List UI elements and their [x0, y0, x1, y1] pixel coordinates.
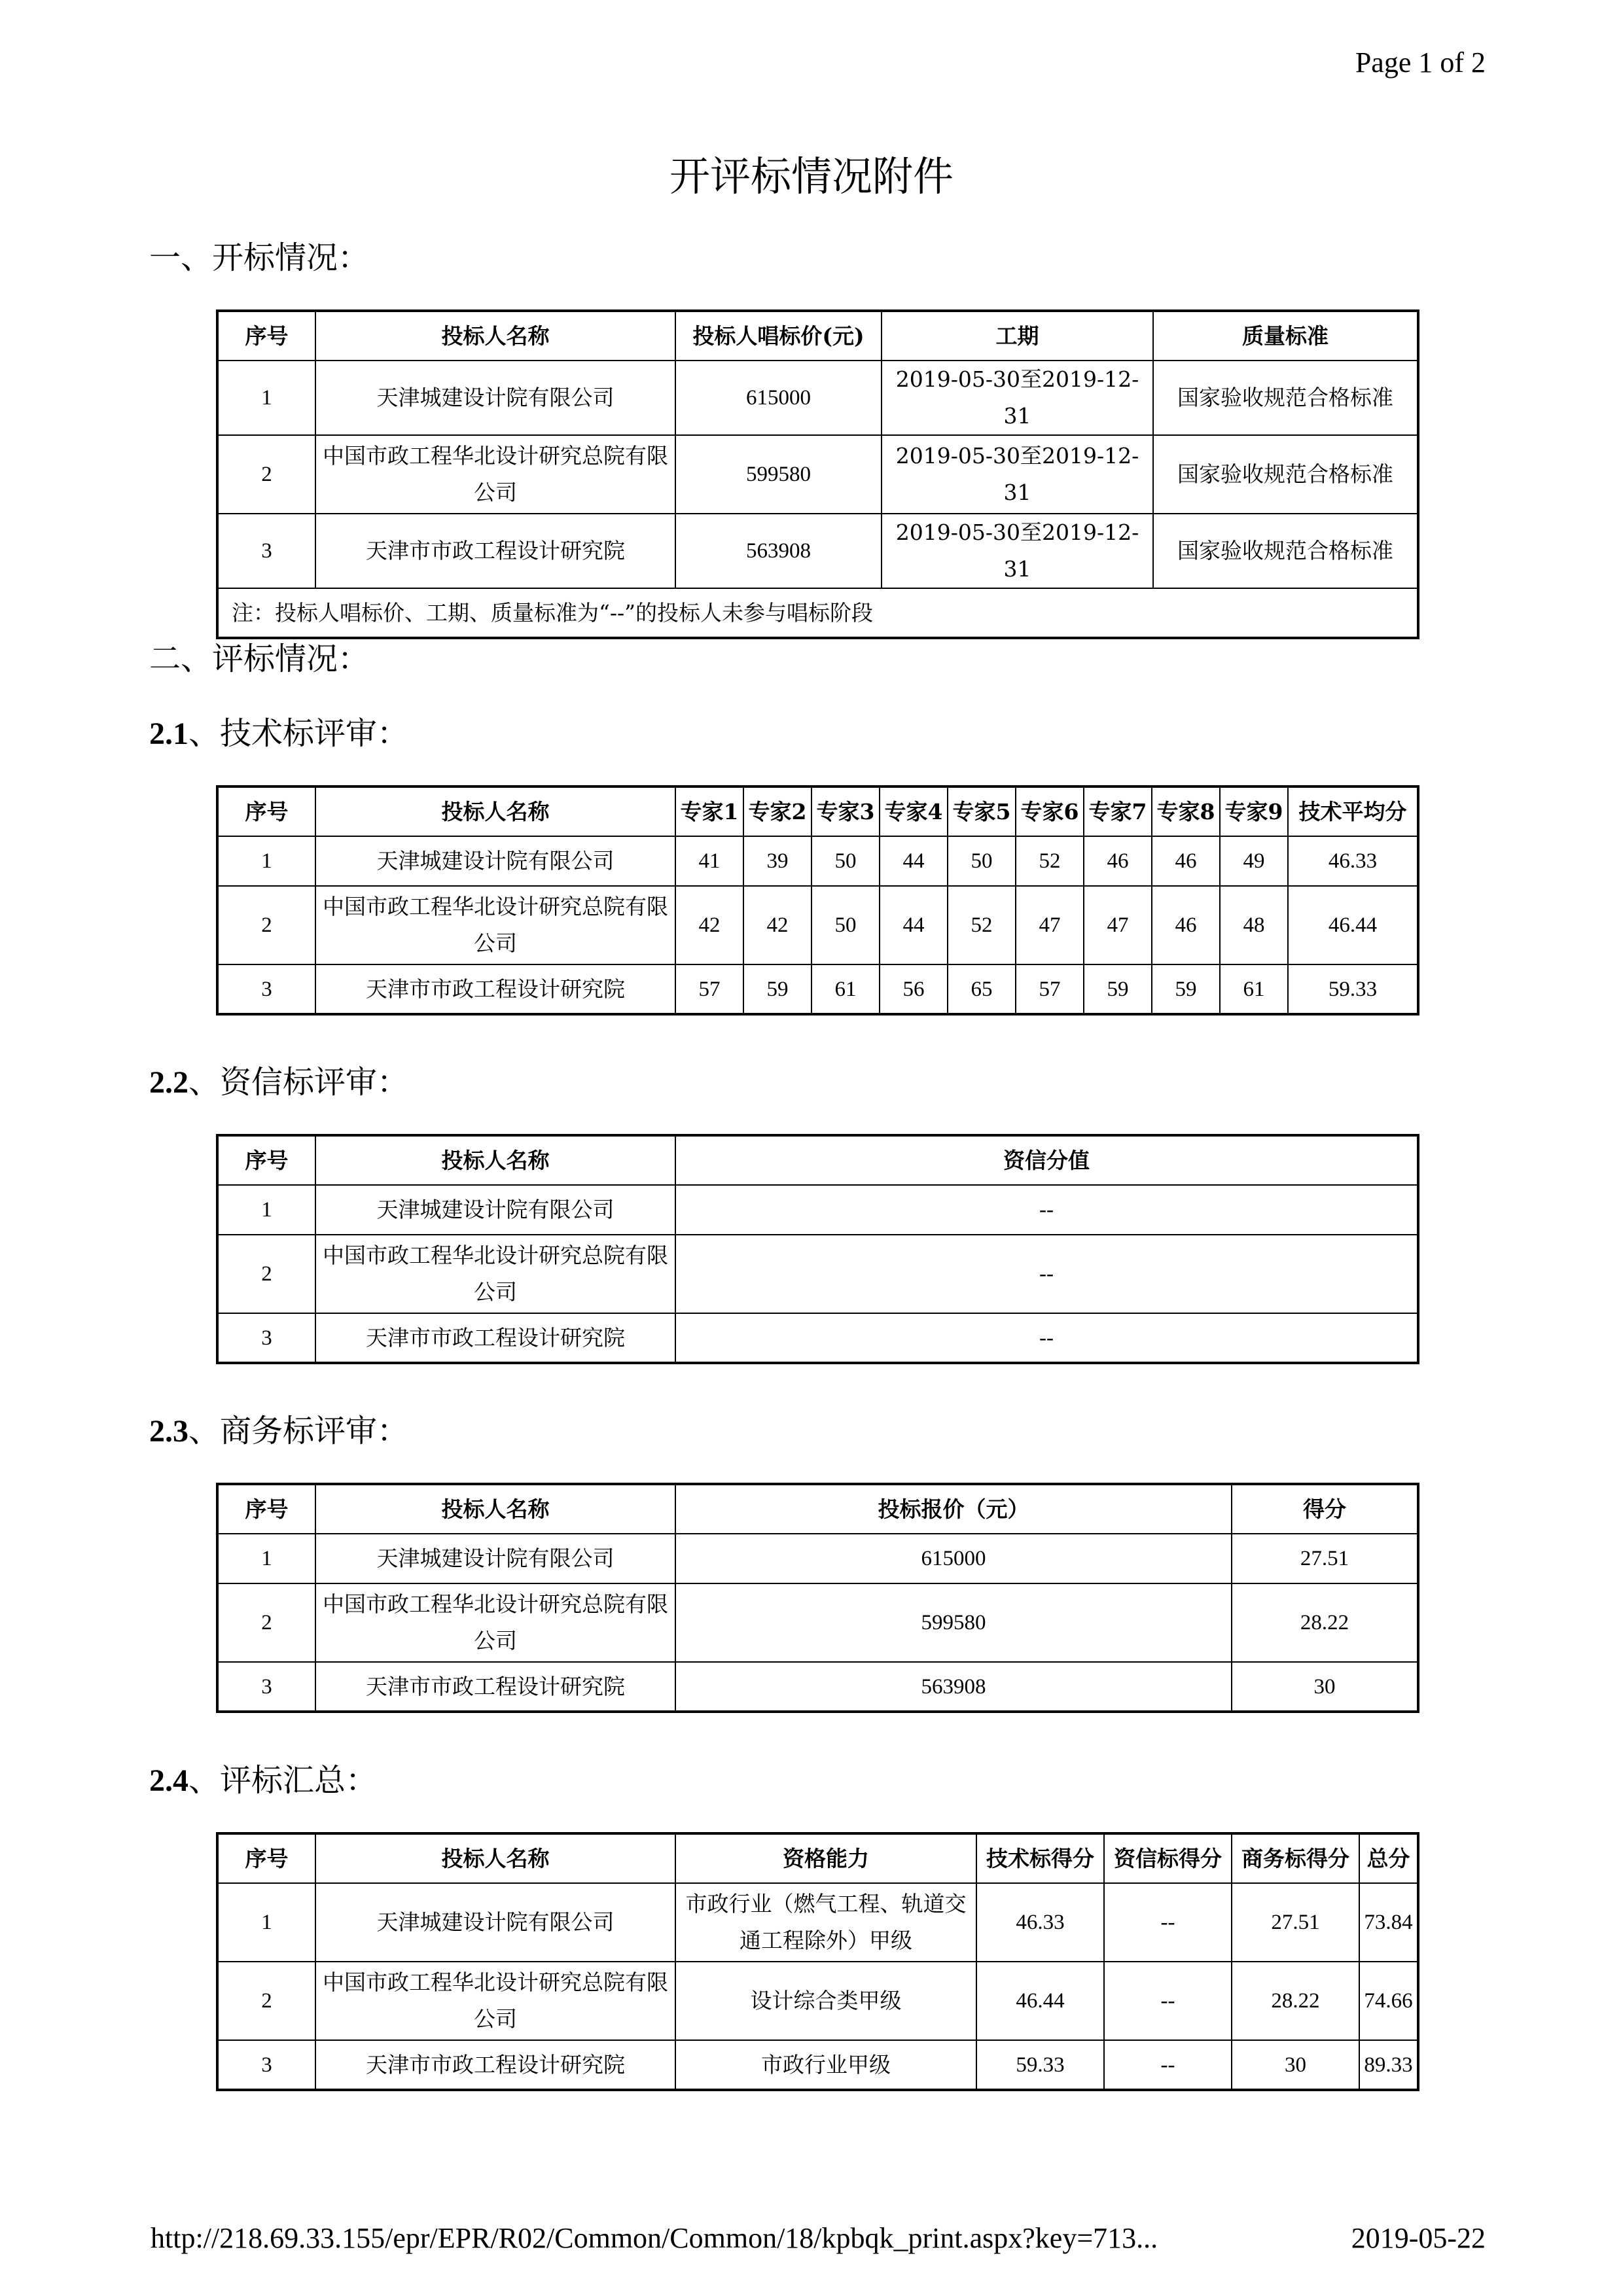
section-heading-commercial [149, 1405, 408, 1451]
table-row [217, 361, 1418, 435]
table-row [217, 1662, 1418, 1712]
table-cell: 2 [217, 1583, 315, 1662]
table-cell: 1 [217, 361, 315, 435]
commercial-review-table [216, 1483, 1419, 1713]
table-cell: 2 [217, 435, 315, 514]
column-header: 专家1 [675, 786, 743, 836]
table-cell: 27.51 [1232, 1534, 1418, 1583]
section-number: 2.4 [149, 1763, 188, 1798]
column-header: 投标报价（元） [675, 1484, 1232, 1534]
table-cell: 74.66 [1359, 1962, 1418, 2040]
page-number: Page 1 of 2 [1355, 46, 1486, 79]
table-cell: 50 [812, 836, 880, 886]
table-cell: 61 [812, 964, 880, 1014]
column-header: 专家4 [880, 786, 948, 836]
table-cell: 2 [217, 886, 315, 964]
table-cell: 3 [217, 2040, 315, 2090]
table-header-row [217, 786, 1418, 836]
column-header: 投标人名称 [315, 786, 675, 836]
footer-date: 2019-05-22 [1351, 2222, 1486, 2254]
table-cell: 国家验收规范合格标准 [1153, 361, 1418, 435]
column-header: 工期 [882, 311, 1153, 361]
column-header: 专家6 [1016, 786, 1084, 836]
column-header: 专家2 [743, 786, 812, 836]
table-cell: 52 [1016, 836, 1084, 886]
table-cell: 46.44 [1288, 886, 1418, 964]
table-cell: 天津市市政工程设计研究院 [315, 964, 675, 1014]
table-row [217, 435, 1418, 514]
table-cell: 49 [1220, 836, 1288, 886]
column-header: 专家3 [812, 786, 880, 836]
table-cell: 3 [217, 1313, 315, 1363]
table-cell: 52 [948, 886, 1016, 964]
table-cell: 50 [812, 886, 880, 964]
column-header: 专家9 [1220, 786, 1288, 836]
table-cell: 天津市市政工程设计研究院 [315, 2040, 675, 2090]
table-cell: 73.84 [1359, 1883, 1418, 1962]
credit-review-table [216, 1134, 1419, 1364]
table-cell: 615000 [675, 1534, 1232, 1583]
column-header: 总分 [1359, 1833, 1418, 1883]
table-row [217, 1534, 1418, 1583]
table-cell: 国家验收规范合格标准 [1153, 435, 1418, 514]
column-header: 专家7 [1084, 786, 1152, 836]
table-cell: 28.22 [1232, 1583, 1418, 1662]
footer-url: http://218.69.33.155/epr/EPR/R02/Common/Common/18/kpbqk_print.aspx?key=713... [151, 2222, 1158, 2254]
table-cell: 563908 [675, 1662, 1232, 1712]
table-cell: 天津城建设计院有限公司 [315, 836, 675, 886]
section-heading-bid-opening: 一、开标情况： [149, 239, 370, 276]
table-row [217, 886, 1418, 964]
section-number: 2.1 [149, 716, 188, 751]
table-cell: 57 [1016, 964, 1084, 1014]
column-header: 序号 [217, 311, 315, 361]
table-cell: 天津市市政工程设计研究院 [315, 514, 675, 588]
column-header: 投标人名称 [315, 1135, 675, 1185]
table-cell: 44 [880, 886, 948, 964]
table-cell: 2 [217, 1962, 315, 2040]
table-row [217, 1883, 1418, 1962]
table-cell: 56 [880, 964, 948, 1014]
table-cell: 2019-05-30至2019-12-31 [882, 514, 1153, 588]
table-cell: 中国市政工程华北设计研究总院有限公司 [315, 886, 675, 964]
table-cell: 3 [217, 514, 315, 588]
column-header: 商务标得分 [1232, 1833, 1359, 1883]
table-cell: 国家验收规范合格标准 [1153, 514, 1418, 588]
table-header-row [217, 1833, 1418, 1883]
column-header: 序号 [217, 1833, 315, 1883]
table-cell: 天津市市政工程设计研究院 [315, 1662, 675, 1712]
table-cell: 48 [1220, 886, 1288, 964]
table-cell: 50 [948, 836, 1016, 886]
table-cell: 天津市市政工程设计研究院 [315, 1313, 675, 1363]
table-cell: 59.33 [1288, 964, 1418, 1014]
table-cell: 42 [675, 886, 743, 964]
table-cell: 59.33 [976, 2040, 1104, 2090]
table-cell: 599580 [675, 435, 882, 514]
column-header: 序号 [217, 1135, 315, 1185]
table-row [217, 1583, 1418, 1662]
table-cell: 61 [1220, 964, 1288, 1014]
table-cell: 天津城建设计院有限公司 [315, 1534, 675, 1583]
column-header: 专家5 [948, 786, 1016, 836]
table-row [217, 2040, 1418, 2090]
table-cell: 59 [743, 964, 812, 1014]
table-cell: 27.51 [1232, 1883, 1359, 1962]
table-cell: 1 [217, 1883, 315, 1962]
section-title: 、技术标评审： [188, 715, 409, 752]
table-cell: 中国市政工程华北设计研究总院有限公司 [315, 1583, 675, 1662]
column-header: 投标人名称 [315, 311, 675, 361]
table-row [217, 1235, 1418, 1313]
table-cell: 47 [1016, 886, 1084, 964]
column-header: 序号 [217, 1484, 315, 1534]
column-header: 资信标得分 [1104, 1833, 1232, 1883]
table-cell: -- [675, 1185, 1418, 1235]
table-cell: 2 [217, 1235, 315, 1313]
section-heading-credit [149, 1057, 408, 1102]
table-cell: 天津城建设计院有限公司 [315, 1185, 675, 1235]
table-cell: 1 [217, 1534, 315, 1583]
table-cell: -- [675, 1313, 1418, 1363]
table-cell: 46.44 [976, 1962, 1104, 2040]
column-header: 资格能力 [675, 1833, 976, 1883]
table-cell: 30 [1232, 1662, 1418, 1712]
table-cell: 46.33 [1288, 836, 1418, 886]
column-header: 技术平均分 [1288, 786, 1418, 836]
table-row [217, 964, 1418, 1014]
table-cell: 46 [1084, 836, 1152, 886]
table-cell: 3 [217, 964, 315, 1014]
table-cell: 中国市政工程华北设计研究总院有限公司 [315, 1962, 675, 2040]
section-title: 、资信标评审： [188, 1064, 409, 1101]
column-header: 得分 [1232, 1484, 1418, 1534]
table-header-row [217, 1135, 1418, 1185]
table-cell: 615000 [675, 361, 882, 435]
table-cell: 天津城建设计院有限公司 [315, 1883, 675, 1962]
column-header: 专家8 [1152, 786, 1220, 836]
section-heading-summary [149, 1755, 377, 1800]
section-heading-technical [149, 708, 408, 753]
section-title: 、商务标评审： [188, 1413, 409, 1449]
column-header: 资信分值 [675, 1135, 1418, 1185]
table-cell: 3 [217, 1662, 315, 1712]
table-cell: 中国市政工程华北设计研究总院有限公司 [315, 1235, 675, 1313]
table-cell: 563908 [675, 514, 882, 588]
table-cell: 89.33 [1359, 2040, 1418, 2090]
section-number: 2.2 [149, 1065, 188, 1100]
table-cell: 41 [675, 836, 743, 886]
table-cell: 30 [1232, 2040, 1359, 2090]
table-cell: 1 [217, 836, 315, 886]
table-header-row [217, 311, 1418, 361]
table-cell: 2019-05-30至2019-12-31 [882, 435, 1153, 514]
table-cell: 47 [1084, 886, 1152, 964]
section-number: 2.3 [149, 1414, 188, 1449]
column-header: 投标人唱标价(元) [675, 311, 882, 361]
table-cell: 市政行业甲级 [675, 2040, 976, 2090]
table-note-row [217, 588, 1418, 638]
table-cell: 2019-05-30至2019-12-31 [882, 361, 1153, 435]
table-cell: 市政行业（燃气工程、轨道交通工程除外）甲级 [675, 1883, 976, 1962]
table-cell: 天津城建设计院有限公司 [315, 361, 675, 435]
table-cell: 46 [1152, 836, 1220, 886]
table-row [217, 1313, 1418, 1363]
table-cell: 46 [1152, 886, 1220, 964]
column-header: 质量标准 [1153, 311, 1418, 361]
table-cell: -- [1104, 1962, 1232, 2040]
column-header: 序号 [217, 786, 315, 836]
table-cell: -- [675, 1235, 1418, 1313]
column-header: 投标人名称 [315, 1484, 675, 1534]
table-cell: 65 [948, 964, 1016, 1014]
column-header: 投标人名称 [315, 1833, 675, 1883]
document-title: 开评标情况附件 [669, 152, 954, 200]
table-cell: 设计综合类甲级 [675, 1962, 976, 2040]
table-cell: -- [1104, 1883, 1232, 1962]
technical-review-table [216, 785, 1419, 1016]
table-cell: 42 [743, 886, 812, 964]
table-cell: 599580 [675, 1583, 1232, 1662]
table-cell: 59 [1084, 964, 1152, 1014]
table-header-row [217, 1484, 1418, 1534]
table-row [217, 1962, 1418, 2040]
table-cell: 28.22 [1232, 1962, 1359, 2040]
table-note: 注：投标人唱标价、工期、质量标准为“--”的投标人未参与唱标阶段 [217, 588, 1418, 638]
table-cell: 57 [675, 964, 743, 1014]
table-cell: 中国市政工程华北设计研究总院有限公司 [315, 435, 675, 514]
table-cell: 1 [217, 1185, 315, 1235]
table-cell: -- [1104, 2040, 1232, 2090]
evaluation-summary-table [216, 1832, 1419, 2091]
section-title: 、评标汇总： [188, 1762, 378, 1799]
table-row [217, 836, 1418, 886]
bid-opening-table [216, 309, 1419, 639]
table-row [217, 514, 1418, 588]
table-cell: 39 [743, 836, 812, 886]
table-cell: 59 [1152, 964, 1220, 1014]
table-cell: 46.33 [976, 1883, 1104, 1962]
table-row [217, 1185, 1418, 1235]
section-heading-evaluation: 二、评标情况： [149, 641, 370, 677]
column-header: 技术标得分 [976, 1833, 1104, 1883]
table-cell: 44 [880, 836, 948, 886]
